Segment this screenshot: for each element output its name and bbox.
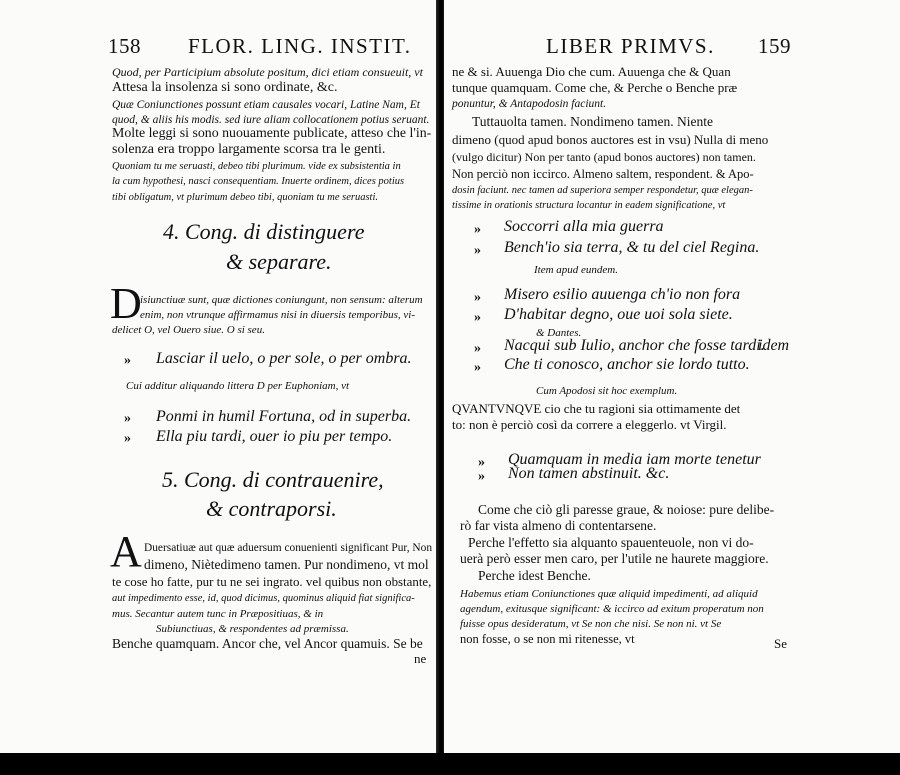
- text-line: ne & si. Auuenga Dio che cum. Auuenga che & Quan: [452, 64, 731, 79]
- verse-line: Ella piu tardi, ouer io piu per tempo.: [156, 428, 393, 445]
- text-line: Non perciò non iccirco. Almeno saltem, respondent. & Apo-: [452, 167, 754, 181]
- text-line: tunque quamquam. Come che, & Perche o Benche præ: [452, 80, 738, 95]
- text-line: Quod, per Participium absolute positum, dici etiam consueuit, vt: [112, 65, 423, 79]
- text-line: aut impedimento esse, id, quod dicimus, quominus aliquid fiat significa-: [112, 593, 415, 604]
- verse-line: D'habitar degno, oue uoi sola siete.: [504, 306, 733, 323]
- text-line: Habemus etiam Coniunctiones quæ aliquid impedimenti, ad aliquid: [460, 588, 758, 600]
- verse-line: Nacqui sub Iulio, anchor che fosse tardi.: [504, 337, 765, 354]
- verse-marker: »: [474, 310, 481, 325]
- text-line: la cum hypothesi, nasci consequentiam. Inuerte ordinem, dices potius: [112, 176, 405, 187]
- verse-line: Misero esilio auuenga ch'io non fora: [504, 286, 741, 303]
- text-line: uerà però esser men caro, per l'utile ne haurete maggiore.: [460, 551, 769, 566]
- verse-line: Ponmi in humil Fortuna, od in superba.: [156, 408, 412, 425]
- text-line: Come che ciò gli paresse graue, & noiose: pure delibe-: [478, 502, 775, 517]
- verse-line: Lasciar il uelo, o per sole, o per ombra.: [156, 350, 412, 367]
- catchword: Se: [774, 636, 787, 651]
- text-line: Perche idest Benche.: [478, 568, 591, 583]
- verse-line: Soccorri alla mia guerra: [504, 218, 664, 235]
- text-line: rò far vista almeno di contentarsene.: [460, 518, 657, 533]
- text-line: Quæ Coniunctiones possunt etiam causales vocari, Latine Nam, Et: [112, 99, 420, 111]
- verse-marker: »: [124, 353, 131, 368]
- catchword: ne: [414, 651, 427, 666]
- text-line: Tuttauolta tamen. Nondimeno tamen. Niente: [472, 114, 713, 129]
- right-page: [444, 0, 900, 775]
- text-line: delicet O, vel Ouero siue. O si seu.: [112, 324, 265, 336]
- text-line: (vulgo dicitur) Non per tanto (apud bonos auctores) non tamen.: [452, 150, 756, 164]
- section-heading: 5. Cong. di contrauenire,: [162, 467, 384, 492]
- running-head: FLOR. LING. INSTIT.: [188, 34, 412, 58]
- text-line: Perche l'effetto sia alquanto spauenteuole, non vi do-: [468, 535, 754, 550]
- text-line: isiunctiuæ sunt, quæ dictiones coniungunt, non sensum: alterum: [140, 294, 423, 306]
- text-line: mus. Secantur autem tunc in Præpositiuas, & in: [112, 608, 324, 620]
- text-line: Subiunctiuas, & respondentes ad præmissa.: [156, 623, 349, 635]
- text-line: tissime in orationis structura locantur in eadem significatione, vt: [452, 200, 726, 211]
- verse-marker: »: [474, 243, 481, 258]
- verse-marker: »: [478, 455, 485, 470]
- section-heading: 4. Cong. di distinguere: [163, 219, 365, 244]
- verse-line: Non tamen abstinuit. &c.: [508, 465, 670, 482]
- verse-line: Quamquam in media iam morte tenetur: [508, 451, 761, 468]
- drop-cap: A: [110, 527, 142, 576]
- text-line: ponuntur, & Antapodosin faciunt.: [452, 98, 607, 110]
- text-line: dimeno, Niètedimeno tamen. Pur nondimeno, vt mol: [144, 557, 429, 572]
- verse-line: Che ti conosco, anchor sie lordo tutto.: [504, 356, 750, 373]
- left-page: [0, 0, 438, 775]
- drop-cap: D: [110, 279, 142, 328]
- text-line: QVANTVNQVE cio che tu ragioni sia ottimamente det: [452, 401, 741, 416]
- text-line: Duersatiuæ aut quæ aduersum conuenienti significant Pur, Non: [144, 542, 433, 554]
- text-line: Attesa la insolenza si sono ordinate, &c.: [112, 80, 338, 95]
- verse-marker: »: [478, 469, 485, 484]
- text-line: dosin faciunt. nec tamen ad superiora semper respondetur, quæ elegan-: [452, 185, 753, 196]
- text-line: to: non è perciò così da correre a eleggerlo. vt Virgil.: [452, 417, 727, 432]
- verse-marker: »: [124, 431, 131, 446]
- text-line: agendum, exitusque significant: & iccirco ad exitum properatum non: [460, 603, 764, 615]
- page-number: 158: [108, 34, 141, 58]
- text-line: Molte leggi si sono nuouamente publicate, atteso che l'in-: [112, 126, 432, 141]
- section-heading-continued: & contraporsi.: [206, 496, 337, 521]
- text-line: te cose ho fatte, pur tu ne sei ingrato. vel quibus non obstante,: [112, 574, 432, 589]
- text-line: solenza era troppo largamente scorsa tra le genti.: [112, 142, 386, 157]
- verse-marker: »: [474, 360, 481, 375]
- text-line: fuisse opus desideratum, vt Se non che nisi. Se non ni. vt Se: [460, 618, 722, 630]
- text-line: Quoniam tu me seruasti, debeo tibi plurimum. vide ex subsistentia in: [112, 161, 401, 172]
- verse-line: Bench'io sia terra, & tu del ciel Regina.: [504, 239, 760, 256]
- text-line: Cui additur aliquando littera D per Euphoniam, vt: [126, 380, 350, 392]
- running-head: LIBER PRIMVS.: [546, 34, 715, 58]
- text-line: tibi obligatum, vt plurimum debeo tibi, quoniam tu me seruasti.: [112, 192, 378, 203]
- verse-marker: »: [124, 411, 131, 426]
- text-line: non fosse, o se non mi ritenesse, vt: [460, 632, 635, 646]
- text-line: & Dantes.: [536, 327, 582, 339]
- verse-attribution: idem: [758, 337, 790, 354]
- text-line: enim, non vtrunque affirmamus nisi in diuersis temporibus, vi-: [140, 309, 415, 321]
- text-line: Cum Apodosi sit hoc exemplum.: [536, 385, 678, 397]
- text-line: quod, & aliis his modis. sed iure aliam collocationem potius seruant.: [112, 114, 430, 126]
- page-number: 159: [758, 34, 791, 58]
- scan-border-bottom: [0, 753, 900, 775]
- text-line: Item apud eundem.: [534, 264, 619, 276]
- section-heading-continued: & separare.: [226, 249, 332, 274]
- text-line: dimeno (quod apud bonos auctores est in vsu) Nulla di meno: [452, 132, 769, 147]
- verse-marker: »: [474, 341, 481, 356]
- verse-marker: »: [474, 222, 481, 237]
- text-line: Benche quamquam. Ancor che, vel Ancor quamuis. Se be: [112, 636, 423, 651]
- verse-marker: »: [474, 290, 481, 305]
